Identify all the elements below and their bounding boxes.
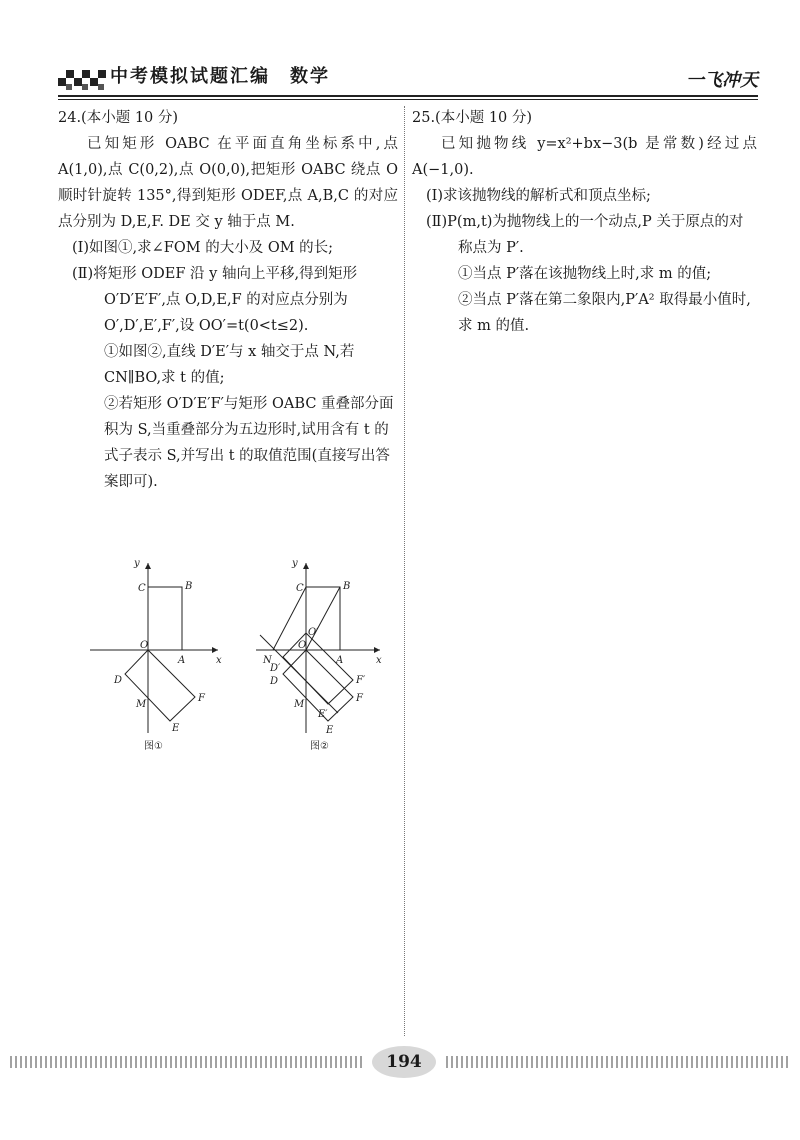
q25-sub2: ②当点 P′落在第二象限内,P′A² 取得最小值时,求 m 的值.	[458, 292, 751, 334]
fig1-label-d: D	[114, 675, 123, 686]
series-title: 中考模拟试题汇编 数学	[110, 66, 330, 87]
question-24	[58, 105, 398, 495]
fig1-label-b: B	[185, 581, 193, 592]
figure-2	[256, 558, 382, 752]
fig2-x-arrow-icon	[374, 647, 380, 653]
fig1-label-e: E	[172, 723, 180, 734]
fig1-x-arrow-icon	[212, 647, 218, 653]
fig2-label-o-prime: O′	[308, 627, 319, 638]
fig1-label-y: y	[134, 558, 140, 569]
footer-pattern-left	[10, 1056, 362, 1068]
fig1-label-x: x	[216, 655, 222, 666]
q24-heading: 24.(本小题 10 分)	[58, 110, 179, 126]
q24-figures	[88, 555, 398, 755]
column-divider	[404, 106, 405, 1036]
checkerboard-logo-icon	[58, 64, 106, 92]
fig2-caption: 图②	[310, 741, 329, 752]
figure-1	[90, 558, 222, 752]
q25-heading: 25.(本小题 10 分)	[412, 110, 533, 126]
fig1-label-o: O	[140, 640, 149, 651]
fig2-label-x: x	[376, 655, 382, 666]
q24-sub1: ①如图②,直线 D′E′与 x 轴交于点 N,若 CN∥BO,求 t 的值;	[104, 344, 355, 386]
page-number: 194	[386, 1052, 422, 1072]
fig1-rect-oabc	[148, 587, 182, 650]
fig2-label-m: M	[294, 699, 305, 710]
q25-part2: (Ⅱ)P(m,t)为抛物线上的一个动点,P 关于原点的对称点为 P′.	[426, 214, 744, 256]
geometry-figures	[88, 555, 398, 755]
header-rule-thin	[58, 99, 758, 100]
q24-intro: 已知矩形 OABC 在平面直角坐标系中,点 A(1,0),点 C(0,2),点 O(0,0),把矩形 OABC 绕点 O 顺时针旋转 135°,得到矩形 ODEF,点 A,B,C 的对应点分别为 D,E,F. DE 交 y 轴于点 M.	[58, 136, 398, 230]
page-number-badge	[372, 1046, 436, 1078]
fig2-label-f-prime: F′	[356, 675, 366, 686]
fig1-label-a: A	[178, 655, 186, 666]
fig2-label-n: N	[263, 655, 272, 666]
page-footer	[0, 1046, 800, 1086]
fig1-label-c: C	[138, 583, 146, 594]
q24-part2: (Ⅱ)将矩形 ODEF 沿 y 轴向上平移,得到矩形 O′D′E′F′,点 O,D,E,F 的对应点分别为 O′,D′,E′,F′,设 OO′=t(0<t≤2).	[72, 266, 358, 334]
brand-logo: 一飞冲天	[686, 70, 758, 91]
question-25	[412, 105, 757, 339]
fig1-label-f: F	[198, 693, 205, 704]
q25-part1: (Ⅰ)求该抛物线的解析式和顶点坐标;	[426, 188, 651, 204]
fig2-y-arrow-icon	[303, 563, 309, 569]
fig2-label-e-prime: E′	[318, 709, 328, 720]
fig2-label-c: C	[296, 583, 304, 594]
fig2-label-a: A	[336, 655, 344, 666]
header-rule	[58, 95, 758, 97]
footer-pattern-right	[446, 1056, 790, 1068]
fig2-segment-bo	[306, 587, 340, 650]
q25-intro: 已知抛物线 y=x²+bx−3(b 是常数)经过点 A(−1,0).	[412, 136, 757, 178]
fig1-y-arrow-icon	[145, 563, 151, 569]
fig2-label-d-prime: D′	[270, 663, 281, 674]
fig2-label-b: B	[343, 581, 351, 592]
fig2-label-y: y	[292, 558, 298, 569]
fig2-label-f: F	[356, 693, 363, 704]
fig2-label-e: E	[326, 725, 334, 736]
fig1-label-m: M	[136, 699, 147, 710]
q24-sub2: ②若矩形 O′D′E′F′与矩形 OABC 重叠部分面积为 S,当重叠部分为五边形时,试用含有 t 的式子表示 S,并写出 t 的取值范围(直接写出答案即可).	[104, 396, 394, 490]
page-header	[58, 56, 758, 94]
q25-sub1: ①当点 P′落在该抛物线上时,求 m 的值;	[458, 266, 712, 282]
fig2-label-o: O	[298, 640, 307, 651]
fig1-caption: 图①	[144, 741, 163, 752]
q24-part1: (Ⅰ)如图①,求∠FOM 的大小及 OM 的长;	[72, 240, 334, 256]
fig2-label-d: D	[270, 676, 279, 687]
